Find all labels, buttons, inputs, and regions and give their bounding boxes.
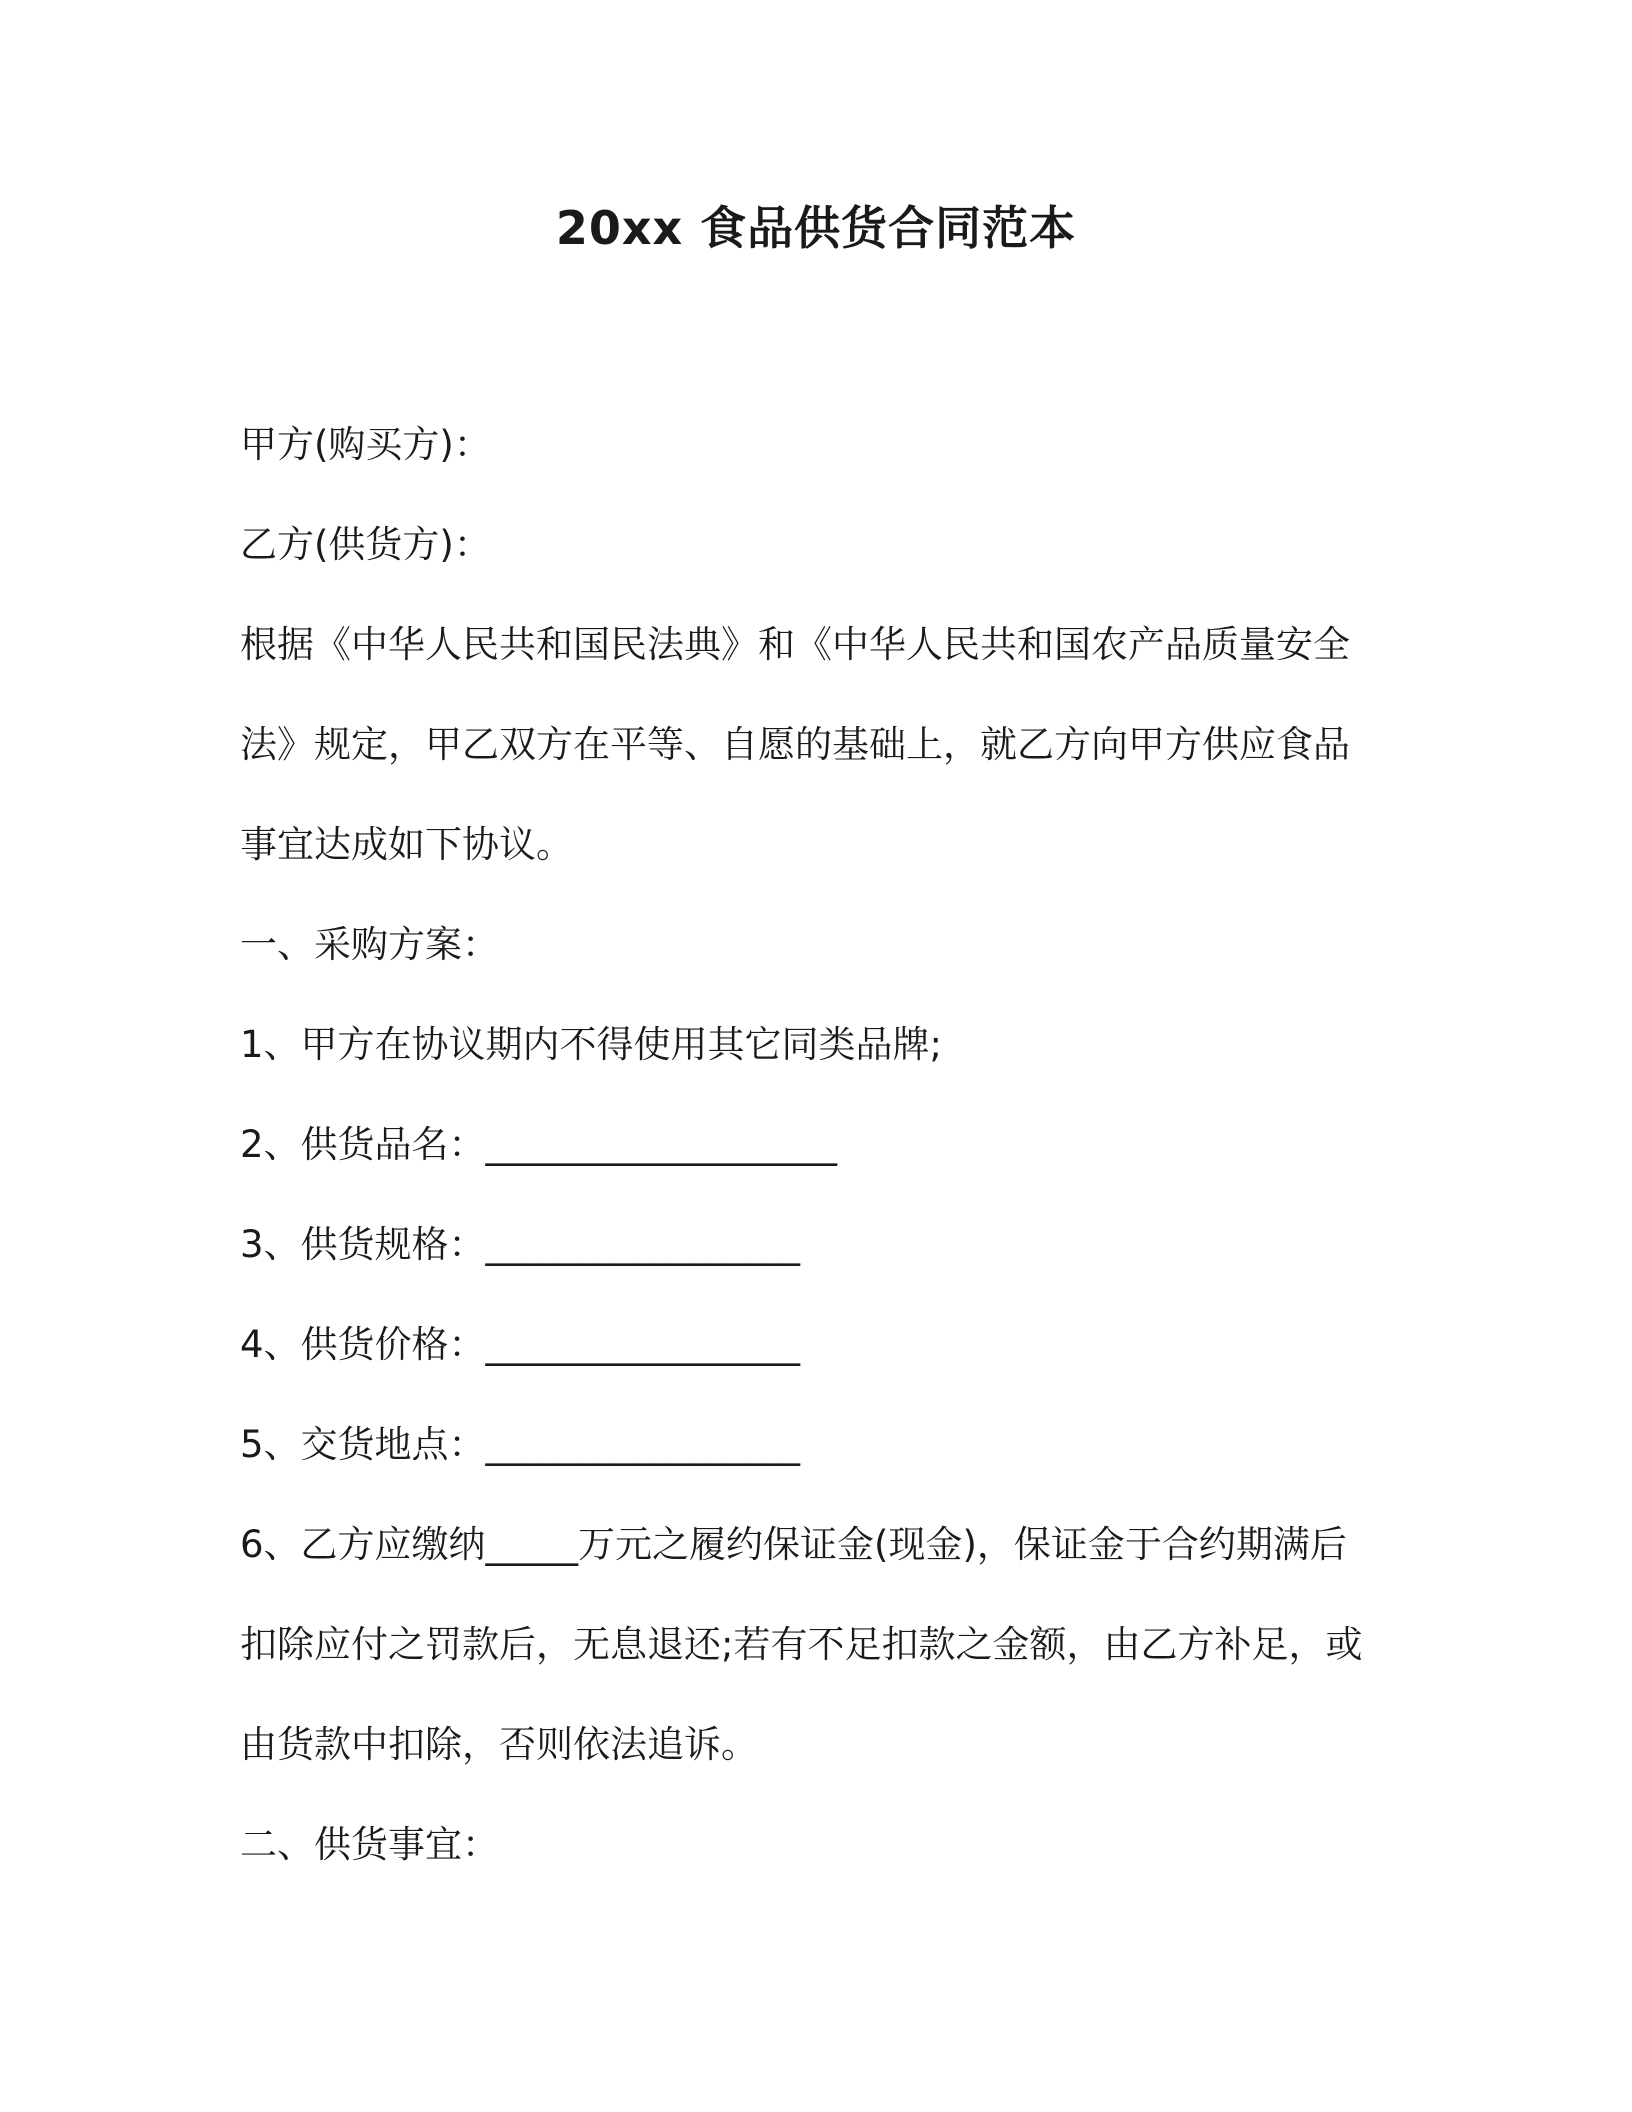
clause-1: 1、甲方在协议期内不得使用其它同类品牌;: [240, 1023, 943, 1066]
clause-4: 4、供货价格：_________________: [240, 1323, 801, 1366]
intro-line-1: 根据《中华人民共和国民法典》和《中华人民共和国农产品质量安全: [240, 623, 1350, 666]
section-heading-2: 二、供货事宜：: [240, 1823, 499, 1866]
intro-line-2: 法》规定，甲乙双方在平等、自愿的基础上，就乙方向甲方供应食品: [240, 723, 1350, 766]
clause-6-line-3: 由货款中扣除，否则依法追诉。: [240, 1723, 758, 1766]
clause-6-line-1: 6、乙方应缴纳_____万元之履约保证金(现金)，保证金于合约期满后: [240, 1523, 1347, 1566]
clause-3: 3、供货规格：_________________: [240, 1223, 801, 1266]
clause-2: 2、供货品名：___________________: [240, 1123, 838, 1166]
clause-5: 5、交货地点：_________________: [240, 1423, 801, 1466]
party-a-line: 甲方(购买方)：: [240, 423, 491, 466]
document-title: 20xx 食品供货合同范本: [555, 201, 1077, 255]
section-heading-1: 一、采购方案：: [240, 923, 499, 966]
intro-line-3: 事宜达成如下协议。: [240, 823, 573, 866]
clause-6-line-2: 扣除应付之罚款后，无息退还;若有不足扣款之金额，由乙方补足，或: [240, 1623, 1363, 1666]
party-b-line: 乙方(供货方)：: [240, 523, 491, 566]
